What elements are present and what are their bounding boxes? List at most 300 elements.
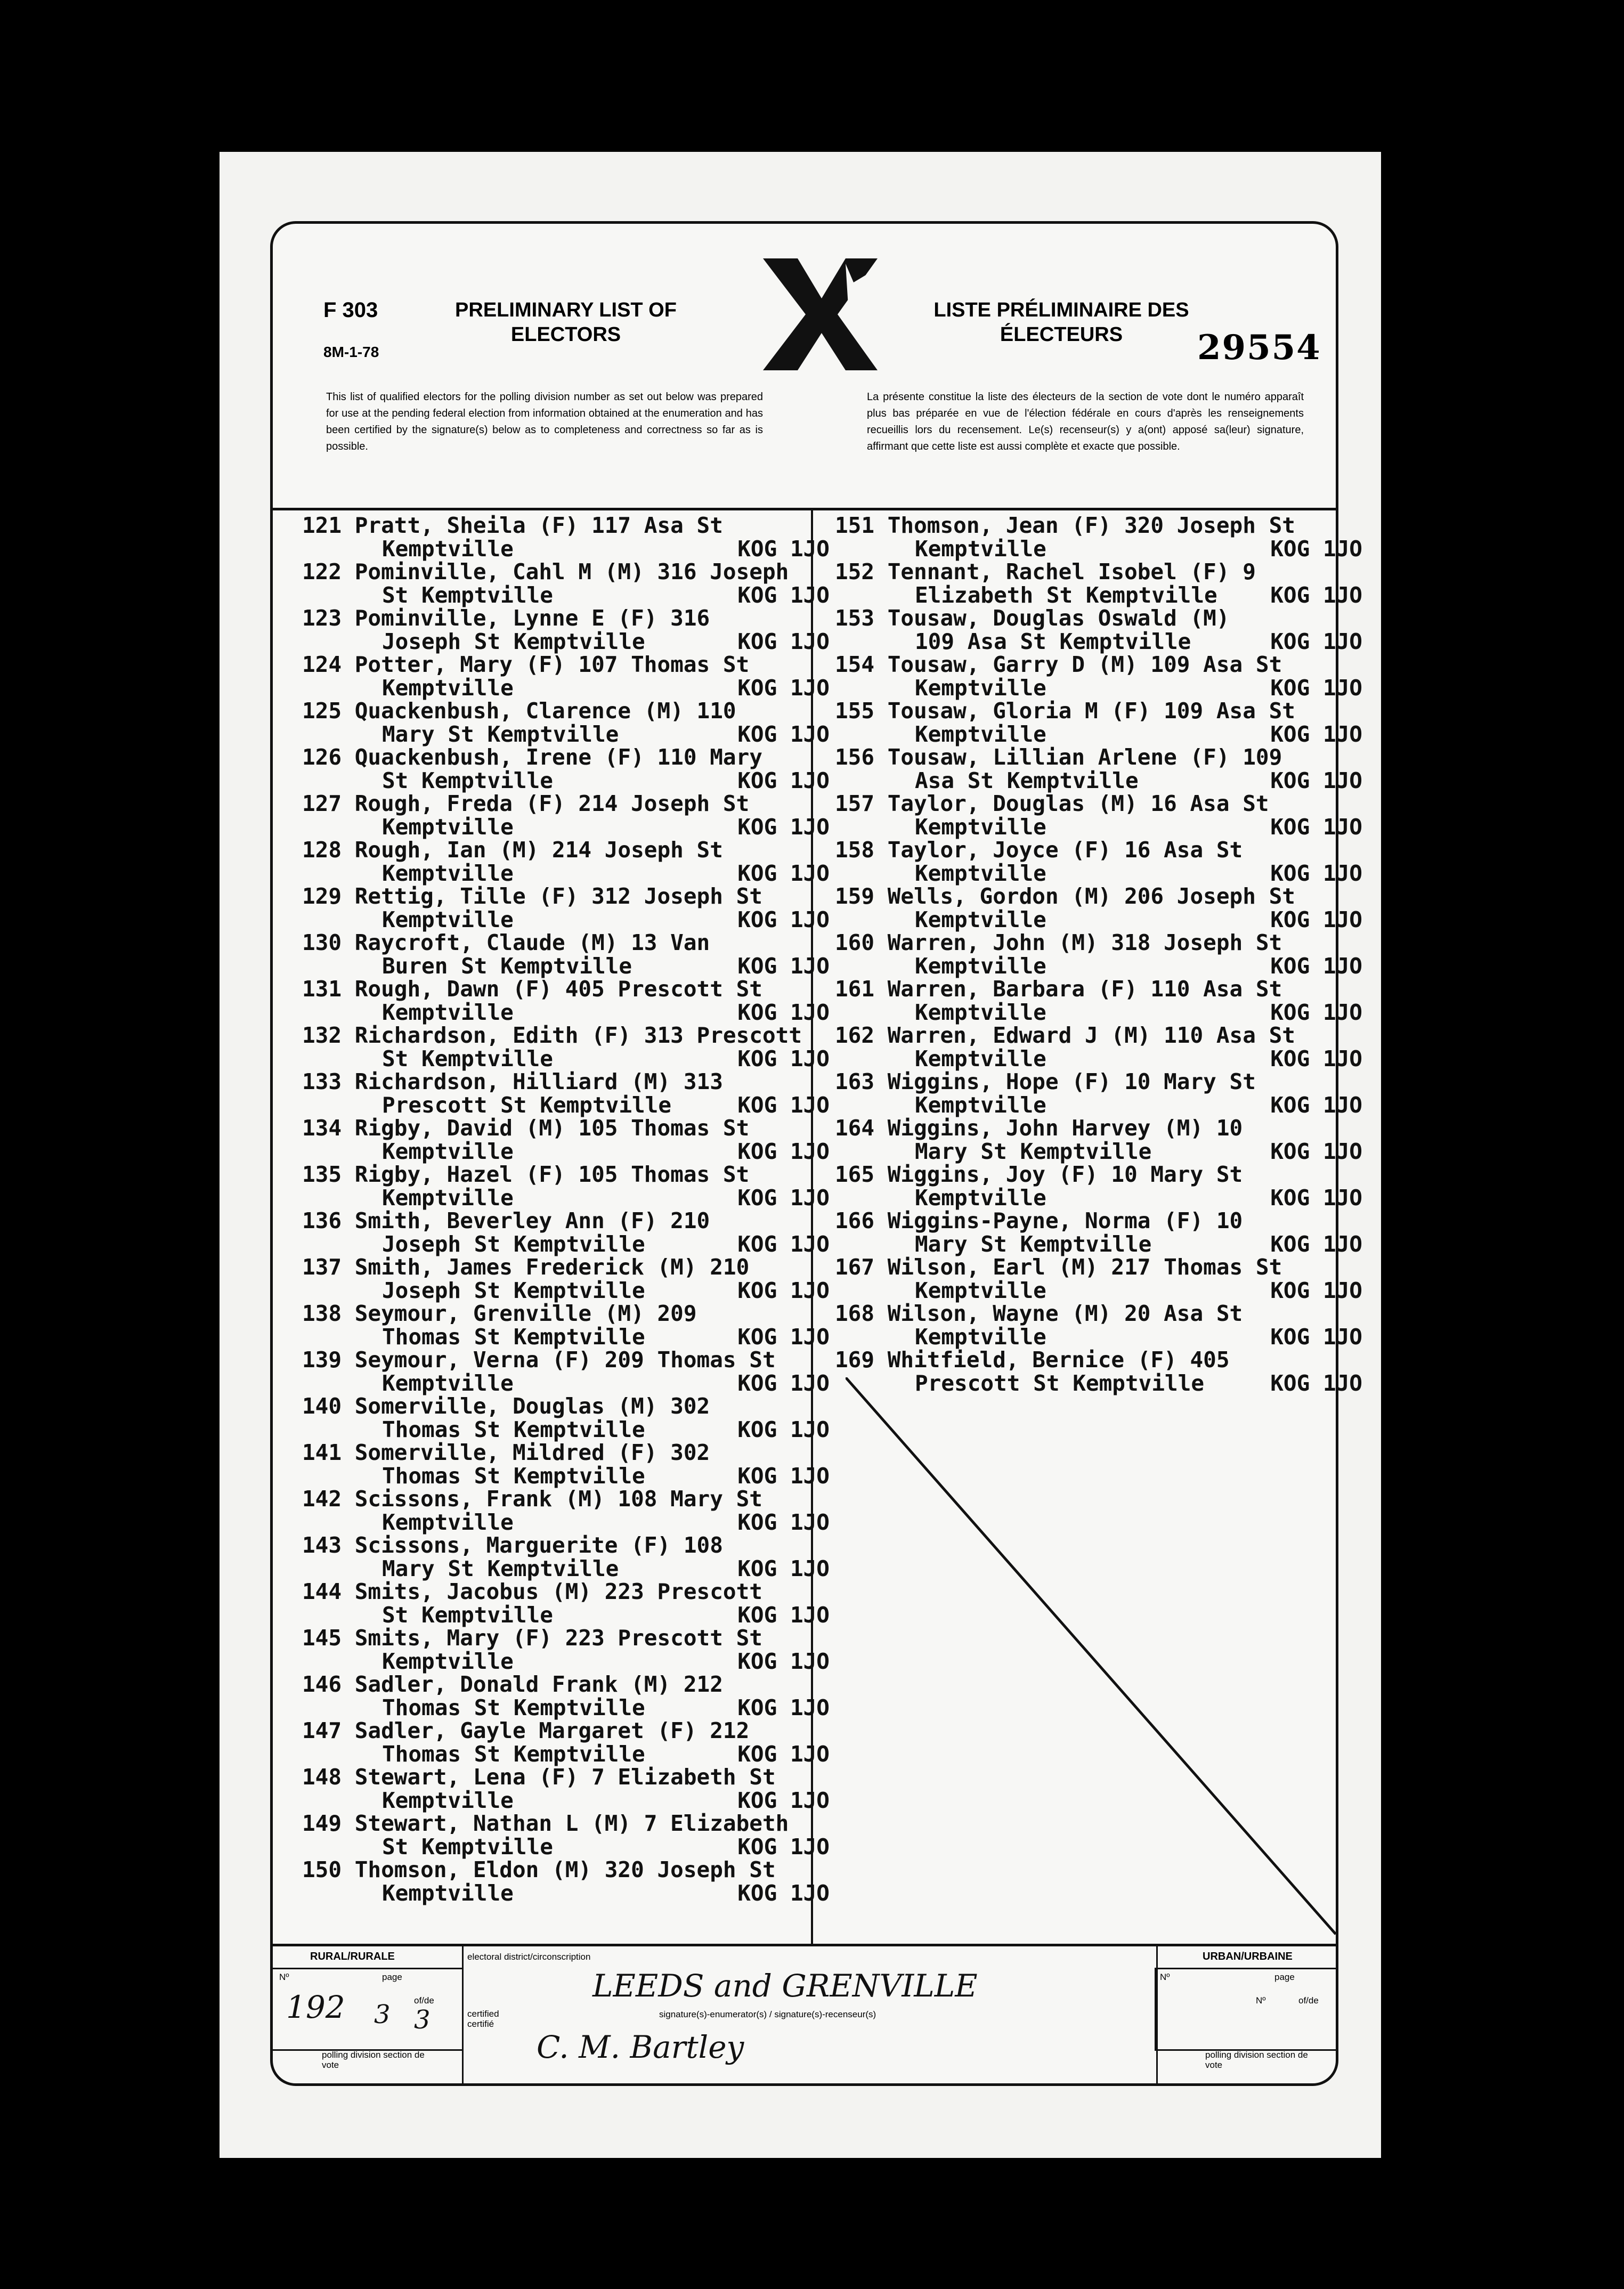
elector-entry [302, 1024, 835, 1070]
elector-line-2 [835, 677, 1368, 700]
elector-line-1 [302, 839, 835, 862]
elector-line-1 [835, 1163, 1368, 1187]
elector-address-continued: Elizabeth St Kemptville [915, 582, 1217, 608]
elector-line-1 [835, 1349, 1368, 1372]
postal-code: KOG 1JO [1270, 906, 1362, 932]
elector-line-2 [302, 1094, 835, 1117]
elector-entry [302, 1163, 835, 1210]
elector-line-2 [302, 1326, 835, 1349]
elector-address-continued: Kemptville [382, 999, 514, 1025]
elector-line-1 [302, 561, 835, 584]
elector-entry [302, 1349, 835, 1395]
elector-address-continued: Asa St Kemptville [915, 767, 1139, 793]
no-label: Nº [279, 1972, 289, 1982]
elector-line-2 [302, 677, 835, 700]
elector-number: 127 [302, 791, 342, 816]
elector-number: 146 [302, 1671, 342, 1697]
postal-code: KOG 1JO [737, 767, 830, 793]
postal-code: KOG 1JO [1270, 1138, 1362, 1164]
elector-line-2 [835, 584, 1368, 607]
elector-address-continued: Kemptville [915, 860, 1046, 886]
elector-name-address: Potter, Mary (F) 107 Thomas St [354, 652, 750, 677]
elector-line-2 [302, 1001, 835, 1025]
certified-label: certified certifié [467, 2009, 499, 2029]
elector-entry [302, 1256, 835, 1302]
elector-number: 141 [302, 1440, 342, 1465]
postal-code: KOG 1JO [737, 1880, 830, 1906]
elector-line-1 [302, 1441, 835, 1465]
elector-address-continued: Kemptville [382, 1787, 514, 1813]
elector-line-2 [835, 535, 1368, 562]
elector-address-continued: Prescott St Kemptville [382, 1092, 672, 1118]
elector-entry [302, 746, 835, 792]
urban-box [1155, 1968, 1337, 2051]
elector-number: 128 [302, 837, 342, 863]
electoral-district-label: electoral district/circonscription [467, 1952, 591, 1962]
rural-label: RURAL/RURALE [310, 1951, 395, 1962]
elector-name-address: Stewart, Nathan L (M) 7 Elizabeth [354, 1811, 789, 1836]
elector-name-address: Somerville, Mildred (F) 302 [354, 1440, 710, 1465]
elector-entry [302, 1441, 835, 1488]
postal-code: KOG 1JO [1270, 767, 1362, 793]
elector-line-2 [835, 1001, 1368, 1025]
elector-number: 125 [302, 698, 342, 724]
elector-line-1 [302, 1210, 835, 1233]
elector-name-address: Scissons, Marguerite (F) 108 [354, 1532, 723, 1558]
elector-number: 150 [302, 1857, 342, 1882]
elector-line-1 [302, 1766, 835, 1789]
elector-number: 121 [302, 513, 342, 538]
postal-code: KOG 1JO [737, 1648, 830, 1674]
elector-line-2 [302, 1789, 835, 1813]
elector-name-address: Tousaw, Lillian Arlene (F) 109 [887, 744, 1282, 770]
elector-line-1 [302, 1024, 835, 1048]
elector-name-address: Tennant, Rachel Isobel (F) 9 [887, 559, 1256, 585]
elector-line-1 [302, 1488, 835, 1511]
elector-entry [835, 561, 1368, 607]
elector-name-address: Wiggins, Joy (F) 10 Mary St [887, 1162, 1243, 1187]
elector-line-2 [302, 1833, 835, 1860]
elector-name-address: Warren, John (M) 318 Joseph St [887, 930, 1282, 955]
elector-line-1 [302, 1070, 835, 1094]
elector-line-2 [302, 1184, 835, 1211]
elector-number: 124 [302, 652, 342, 677]
electors-column-right [835, 514, 1368, 1395]
elector-entry [835, 607, 1368, 653]
elector-number: 166 [835, 1208, 875, 1233]
elector-number: 139 [302, 1347, 342, 1373]
elector-name-address: Whitfield, Bernice (F) 405 [887, 1347, 1230, 1373]
elector-address-continued: Mary St Kemptville [915, 1138, 1152, 1164]
elector-entry [835, 653, 1368, 700]
elector-entry [835, 1210, 1368, 1256]
elector-number: 123 [302, 605, 342, 631]
elector-address-continued: Kemptville [382, 1880, 514, 1906]
elector-name-address: Tousaw, Douglas Oswald (M) [887, 605, 1230, 631]
elector-number: 140 [302, 1393, 342, 1419]
elector-name-address: Thomson, Eldon (M) 320 Joseph St [354, 1857, 776, 1882]
title-french: LISTE PRÉLIMINAIRE DES ÉLECTEURS [933, 299, 1189, 346]
elector-line-1 [302, 1163, 835, 1187]
postal-code: KOG 1JO [737, 814, 830, 840]
elector-number: 164 [835, 1115, 875, 1141]
elector-line-2 [302, 1743, 835, 1766]
postal-code: KOG 1JO [1270, 860, 1362, 886]
elector-line-2 [835, 1233, 1368, 1256]
postal-code: KOG 1JO [737, 906, 830, 932]
elector-number: 144 [302, 1579, 342, 1604]
elector-address-continued: Mary St Kemptville [382, 1555, 619, 1581]
elector-line-2 [302, 1882, 835, 1905]
postal-code: KOG 1JO [737, 535, 830, 562]
postal-code: KOG 1JO [737, 953, 830, 979]
elector-entry [835, 931, 1368, 978]
elector-line-2 [302, 769, 835, 793]
elector-line-1 [835, 561, 1368, 584]
elector-line-1 [835, 1117, 1368, 1140]
elector-line-1 [302, 1534, 835, 1557]
elector-line-2 [302, 1604, 835, 1627]
elector-line-1 [302, 931, 835, 955]
postal-code: KOG 1JO [737, 1092, 830, 1118]
elector-entry [835, 700, 1368, 746]
elector-line-1 [302, 1858, 835, 1882]
elector-line-1 [302, 653, 835, 677]
postal-code: KOG 1JO [737, 1509, 830, 1535]
elector-number: 153 [835, 605, 875, 631]
elector-entry [835, 1024, 1368, 1070]
elector-number: 149 [302, 1811, 342, 1836]
elector-line-1 [302, 792, 835, 816]
elector-number: 165 [835, 1162, 875, 1187]
elector-line-2 [302, 1140, 835, 1164]
elector-address-continued: Kemptville [915, 1324, 1046, 1350]
elector-name-address: Raycroft, Claude (M) 13 Van [354, 930, 710, 955]
elector-number: 154 [835, 652, 875, 677]
elector-entry [302, 700, 835, 746]
postal-code: KOG 1JO [737, 1463, 830, 1489]
elector-line-1 [835, 746, 1368, 769]
postal-code: KOG 1JO [737, 860, 830, 886]
elector-name-address: Wiggins, John Harvey (M) 10 [887, 1115, 1243, 1141]
elector-address-continued: Kemptville [915, 953, 1046, 979]
elector-entry [835, 514, 1368, 561]
elector-number: 169 [835, 1347, 875, 1373]
polling-division-number: 192 [286, 1989, 345, 2025]
elector-entry [835, 1163, 1368, 1210]
urban-of-label: of/de [1298, 1995, 1319, 2006]
elector-name-address: Rough, Ian (M) 214 Joseph St [354, 837, 723, 863]
elector-name-address: Pominville, Cahl M (M) 316 Joseph [354, 559, 789, 585]
urban-no-label: Nº [1160, 1972, 1170, 1982]
enumerator-signature: C. M. Bartley [537, 2029, 744, 2065]
postal-code: KOG 1JO [737, 721, 830, 747]
cancellation-diagonal [846, 1377, 1341, 1937]
elector-line-2 [302, 816, 835, 839]
elector-entry [302, 931, 835, 978]
elector-entry [302, 1395, 835, 1441]
elector-name-address: Warren, Edward J (M) 110 Asa St [887, 1022, 1295, 1048]
elector-line-1 [835, 514, 1368, 538]
postal-code: KOG 1JO [737, 1324, 830, 1350]
elector-name-address: Quackenbush, Clarence (M) 110 [354, 698, 736, 724]
elector-line-2 [835, 1045, 1368, 1072]
postal-code: KOG 1JO [737, 582, 830, 608]
elector-line-2 [302, 1372, 835, 1395]
elector-line-1 [302, 1117, 835, 1140]
elector-address-continued: St Kemptville [382, 767, 553, 793]
elector-line-2 [302, 1233, 835, 1256]
elector-name-address: Seymour, Grenville (M) 209 [354, 1301, 697, 1326]
elector-address-continued: Kemptville [382, 1184, 514, 1211]
page-total: 3 [414, 2005, 431, 2035]
elector-entry [835, 1256, 1368, 1302]
postal-code: KOG 1JO [737, 628, 830, 654]
elector-line-1 [302, 1719, 835, 1743]
elector-number: 137 [302, 1254, 342, 1280]
elector-line-1 [835, 792, 1368, 816]
form-date: 8M-1-78 [323, 344, 379, 360]
elector-line-2 [835, 723, 1368, 746]
intro-text-english: This list of qualified electors for the polling division number as set out below was prepared for use at the pending federal election from information obtained at the enumeration and has been certified by the signature(s) below as to completeness and correctness so far as is possible. [326, 391, 763, 452]
elector-entry [835, 1070, 1368, 1117]
elector-address-continued: Mary St Kemptville [915, 1231, 1152, 1257]
elector-address-continued: Thomas St Kemptville [382, 1463, 645, 1489]
elector-line-1 [835, 1024, 1368, 1048]
elector-line-2 [835, 630, 1368, 654]
elector-address-continued: St Kemptville [382, 1833, 553, 1860]
elector-line-1 [302, 607, 835, 630]
elector-number: 136 [302, 1208, 342, 1233]
electors-list-form [270, 221, 1362, 2086]
postal-code: KOG 1JO [737, 1416, 830, 1442]
elector-number: 156 [835, 744, 875, 770]
elector-entry [302, 885, 835, 931]
elector-address-continued: Kemptville [382, 675, 514, 701]
elector-line-1 [835, 885, 1368, 908]
elector-number: 161 [835, 976, 875, 1002]
elector-number: 155 [835, 698, 875, 724]
elector-line-1 [835, 1210, 1368, 1233]
elector-name-address: Rigby, Hazel (F) 105 Thomas St [354, 1162, 750, 1187]
elector-name-address: Sadler, Donald Frank (M) 212 [354, 1671, 723, 1697]
elector-line-1 [302, 1256, 835, 1279]
elector-line-2 [835, 1184, 1368, 1211]
elector-number: 145 [302, 1625, 342, 1651]
elector-number: 151 [835, 513, 875, 538]
elector-name-address: Warren, Barbara (F) 110 Asa St [887, 976, 1282, 1002]
elector-address-continued: St Kemptville [382, 582, 553, 608]
postal-code: KOG 1JO [1270, 1231, 1362, 1257]
elector-entry [835, 792, 1368, 839]
elector-line-1 [302, 1812, 835, 1836]
elector-entry [835, 839, 1368, 885]
elector-entry [835, 885, 1368, 931]
elector-number: 147 [302, 1718, 342, 1743]
postal-code: KOG 1JO [737, 1231, 830, 1257]
elector-entry [302, 1766, 835, 1812]
page-label: page [382, 1972, 402, 1982]
elector-line-2 [302, 723, 835, 746]
elector-address-continued: Joseph St Kemptville [382, 1231, 645, 1257]
elector-name-address: Wilson, Earl (M) 217 Thomas St [887, 1254, 1282, 1280]
elector-line-1 [835, 1070, 1368, 1094]
elector-address-continued: Kemptville [382, 535, 514, 562]
elector-name-address: Richardson, Edith (F) 313 Prescott [354, 1022, 802, 1048]
postal-code: KOG 1JO [1270, 814, 1362, 840]
elector-line-1 [302, 514, 835, 538]
elector-entry [835, 746, 1368, 792]
elector-line-1 [302, 1349, 835, 1372]
postal-code: KOG 1JO [737, 999, 830, 1025]
elector-line-2 [302, 1465, 835, 1488]
elector-line-1 [302, 885, 835, 908]
elector-number: 168 [835, 1301, 875, 1326]
elector-name-address: Taylor, Douglas (M) 16 Asa St [887, 791, 1269, 816]
elector-entry [302, 1488, 835, 1534]
elector-address-continued: Thomas St Kemptville [382, 1324, 645, 1350]
elector-line-2 [302, 1511, 835, 1535]
elector-number: 122 [302, 559, 342, 585]
polling-division-label: polling division section de vote [322, 2050, 425, 2070]
elector-address-continued: Kemptville [382, 1138, 514, 1164]
postal-code: KOG 1JO [737, 675, 830, 701]
elector-entry [302, 1117, 835, 1163]
elector-line-1 [302, 1673, 835, 1697]
elector-line-2 [835, 1140, 1368, 1164]
postal-code: KOG 1JO [737, 1370, 830, 1396]
elector-name-address: Sadler, Gayle Margaret (F) 212 [354, 1718, 750, 1743]
elector-name-address: Thomson, Jean (F) 320 Joseph St [887, 513, 1295, 538]
elector-number: 132 [302, 1022, 342, 1048]
elector-entry [302, 1580, 835, 1627]
elector-number: 133 [302, 1069, 342, 1094]
elector-line-1 [835, 839, 1368, 862]
elector-line-2 [302, 1650, 835, 1674]
elector-address-continued: 109 Asa St Kemptville [915, 628, 1191, 654]
elector-line-2 [835, 769, 1368, 793]
elector-address-continued: Joseph St Kemptville [382, 628, 645, 654]
postal-code: KOG 1JO [1270, 1045, 1362, 1072]
elector-number: 143 [302, 1532, 342, 1558]
elector-name-address: Richardson, Hilliard (M) 313 [354, 1069, 723, 1094]
elector-number: 159 [835, 883, 875, 909]
urban-polling-division-label: polling division section de vote [1205, 2050, 1308, 2070]
elector-entry [835, 1302, 1368, 1349]
elector-address-continued: Prescott St Kemptville [915, 1370, 1205, 1396]
form-footer [273, 1944, 1336, 2086]
elector-address-continued: Mary St Kemptville [382, 721, 619, 747]
postal-code: KOG 1JO [737, 1277, 830, 1303]
elector-entry [835, 978, 1368, 1024]
postal-code: KOG 1JO [737, 1184, 830, 1211]
intro-text-french: La présente constitue la liste des électeurs de la section de vote dont le numéro apparaît plus bas préparée en vue de l'élection fédérale en cours d'après les renseignements recueillis lors du recensement. Le(s) recenseur(s) y a(ont) apposé sa(leur) signature, affirmant que cette liste est aussi complète et exacte que possible. [867, 391, 1304, 452]
elector-entry [835, 1117, 1368, 1163]
postal-code: KOG 1JO [737, 1602, 830, 1628]
elector-address-continued: Kemptville [915, 1045, 1046, 1072]
elector-entry [302, 839, 835, 885]
elector-address-continued: St Kemptville [382, 1045, 553, 1072]
elector-line-1 [302, 700, 835, 723]
of-label: of/de [414, 1995, 434, 2006]
elector-entry [302, 653, 835, 700]
elector-number: 138 [302, 1301, 342, 1326]
elector-number: 130 [302, 930, 342, 955]
postal-code: KOG 1JO [1270, 582, 1362, 608]
elector-entry [302, 1673, 835, 1719]
elector-line-2 [302, 535, 835, 562]
elector-line-2 [302, 1418, 835, 1442]
electors-column-left [302, 514, 835, 1905]
elector-address-continued: Kemptville [915, 906, 1046, 932]
elector-name-address: Rettig, Tille (F) 312 Joseph St [354, 883, 762, 909]
elector-entry [302, 561, 835, 607]
elector-address-continued: Kemptville [382, 860, 514, 886]
elector-address-continued: St Kemptville [382, 1602, 553, 1628]
elector-address-continued: Kemptville [915, 675, 1046, 701]
elector-number: 126 [302, 744, 342, 770]
postal-code: KOG 1JO [1270, 675, 1362, 701]
postal-code: KOG 1JO [1270, 1092, 1362, 1118]
elector-number: 135 [302, 1162, 342, 1187]
elector-line-1 [302, 1580, 835, 1604]
elector-address-continued: Kemptville [915, 1184, 1046, 1211]
elector-line-1 [835, 1302, 1368, 1326]
elector-name-address: Wiggins-Payne, Norma (F) 10 [887, 1208, 1243, 1233]
elector-line-1 [302, 1395, 835, 1418]
elector-address-continued: Kemptville [915, 999, 1046, 1025]
postal-code: KOG 1JO [1270, 953, 1362, 979]
elector-name-address: Smith, James Frederick (M) 210 [354, 1254, 750, 1280]
elections-canada-logo [752, 248, 891, 370]
elector-entry [302, 1302, 835, 1349]
elector-name-address: Rough, Freda (F) 214 Joseph St [354, 791, 750, 816]
postal-code: KOG 1JO [737, 1694, 830, 1720]
elector-name-address: Smits, Mary (F) 223 Prescott St [354, 1625, 762, 1651]
elector-name-address: Wiggins, Hope (F) 10 Mary St [887, 1069, 1256, 1094]
elector-line-1 [302, 1302, 835, 1326]
elector-address-continued: Kemptville [382, 906, 514, 932]
elector-line-2 [302, 908, 835, 932]
elector-line-2 [835, 1279, 1368, 1303]
elector-entry [302, 1070, 835, 1117]
elector-number: 167 [835, 1254, 875, 1280]
elector-line-1 [302, 746, 835, 769]
elector-address-continued: Kemptville [915, 721, 1046, 747]
header-divider [273, 508, 1336, 510]
elector-address-continued: Thomas St Kemptville [382, 1741, 645, 1767]
elector-name-address: Scissons, Frank (M) 108 Mary St [354, 1486, 762, 1512]
elector-line-1 [835, 1256, 1368, 1279]
elector-name-address: Seymour, Verna (F) 209 Thomas St [354, 1347, 776, 1373]
serial-number: 29554 [1197, 328, 1321, 368]
postal-code: KOG 1JO [1270, 721, 1362, 747]
elector-name-address: Somerville, Douglas (M) 302 [354, 1393, 710, 1419]
document-sheet [220, 152, 1381, 2158]
elector-entry [302, 1858, 835, 1905]
elector-line-2 [302, 630, 835, 654]
postal-code: KOG 1JO [1270, 1370, 1362, 1396]
postal-code: KOG 1JO [737, 1741, 830, 1767]
elector-line-2 [302, 1694, 835, 1720]
elector-line-2 [835, 816, 1368, 839]
elector-address-continued: Kemptville [915, 814, 1046, 840]
elector-name-address: Quackenbush, Irene (F) 110 Mary [354, 744, 762, 770]
elector-line-2 [302, 1279, 835, 1303]
postal-code: KOG 1JO [737, 1045, 830, 1072]
elector-entry [302, 1210, 835, 1256]
elector-number: 134 [302, 1115, 342, 1141]
